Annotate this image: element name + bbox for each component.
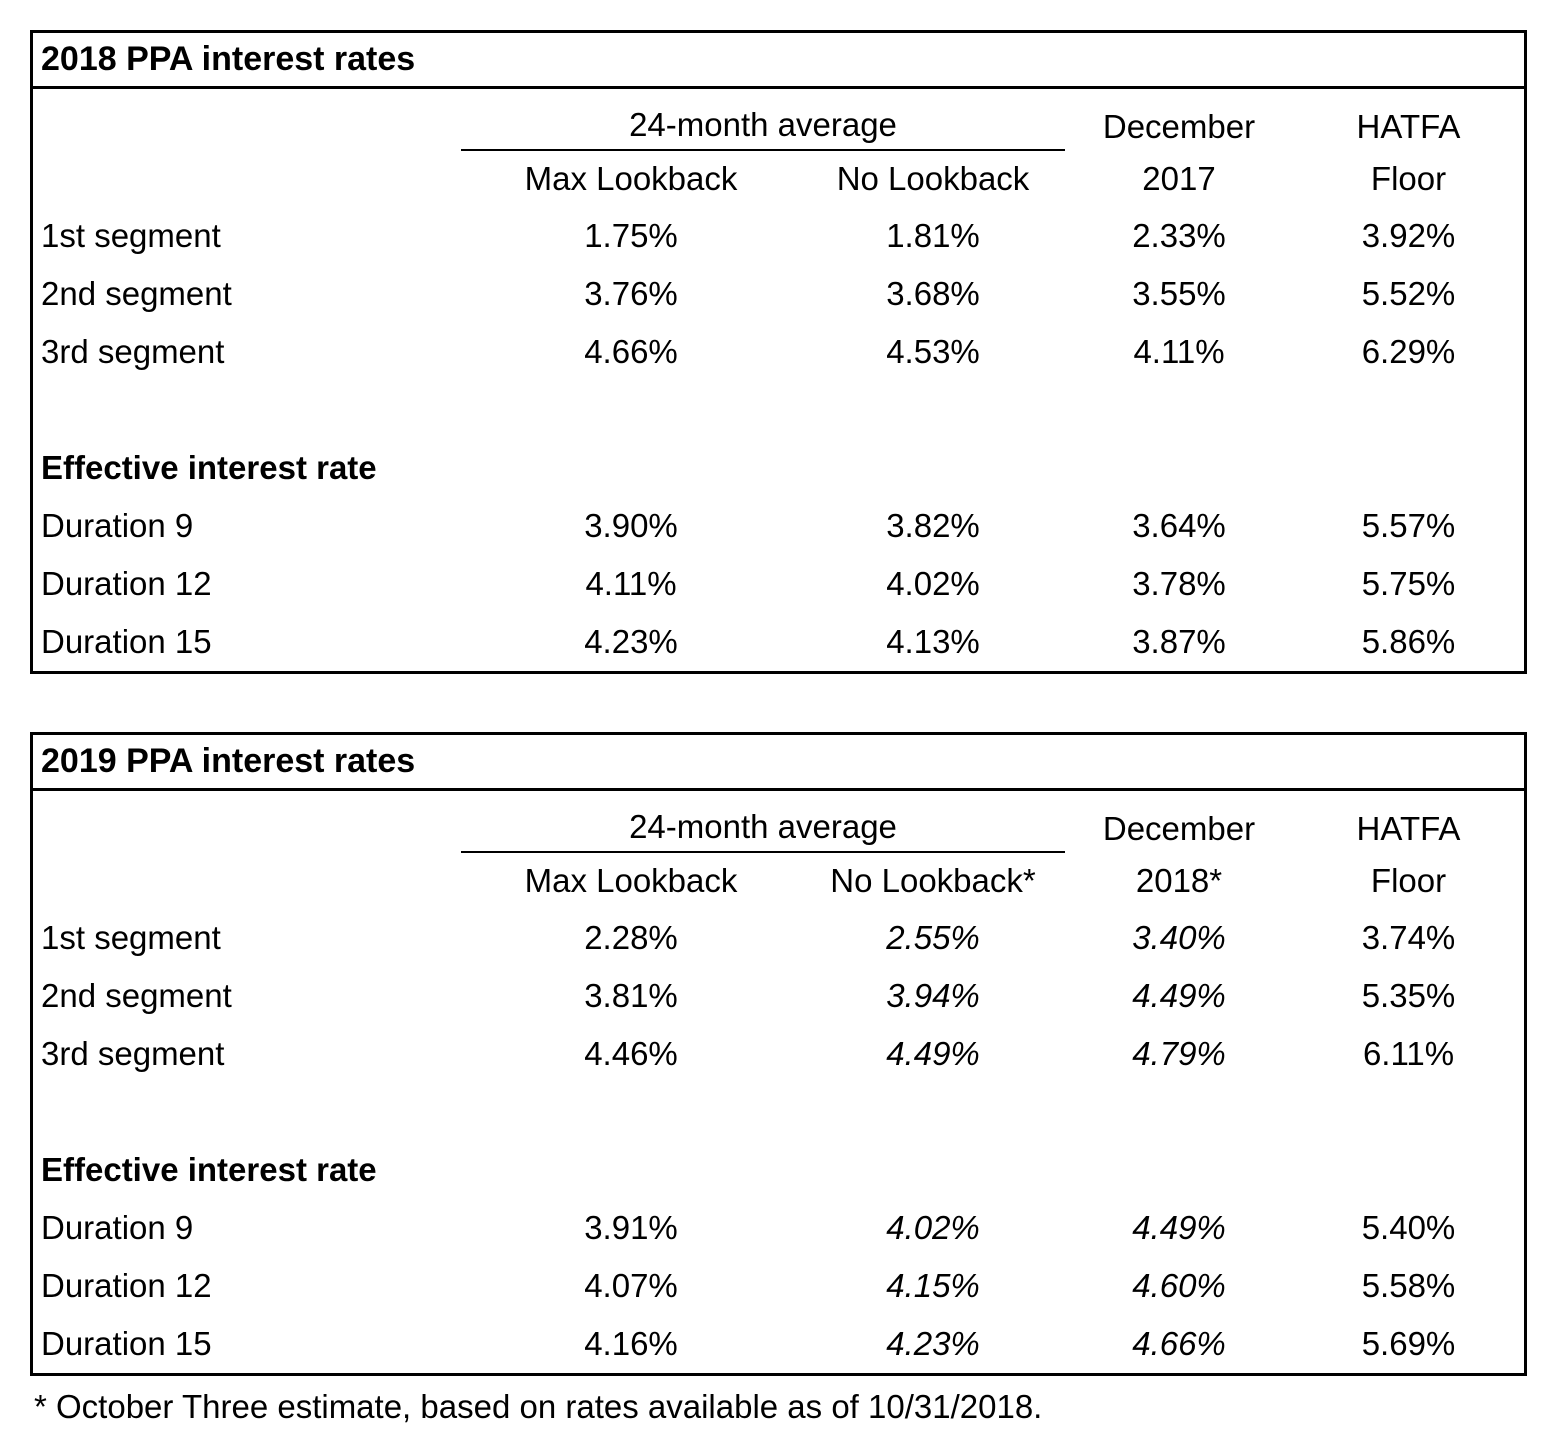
row-label: 3rd segment [41,1035,225,1073]
column-header-floor: Floor [1370,160,1447,198]
spacer-row [33,1083,1524,1141]
value-cell: 3.74% [1361,919,1456,957]
column-header-december: December [1102,108,1256,146]
value-cell: 4.16% [584,1325,678,1363]
group-header-24-month-average: 24-month average [461,791,1065,853]
row-label: Duration 15 [41,1325,212,1363]
empty-corner-cell [33,89,461,151]
table-row [33,555,1524,613]
value-cell [801,439,1065,497]
table-gap [30,674,1530,732]
column-header-max-lookback: Max Lookback [524,862,738,900]
row-label: Duration 9 [41,1209,194,1247]
column-header-hatfa: HATFA [1356,108,1461,146]
value-cell: 3.55% [1132,275,1226,313]
value-cell [461,381,801,439]
value-cell: 4.11% [585,565,677,603]
value-cell: 5.69% [1361,1325,1456,1363]
ppa-table-2019 [30,732,1527,1376]
value-cell: 4.13% [886,623,980,661]
value-cell: 5.58% [1361,1267,1456,1305]
value-cell: 3.76% [584,275,678,313]
group-header-24-month-average: 24-month average [461,89,1065,151]
value-cell: 4.46% [584,1035,678,1073]
value-cell: 5.35% [1361,977,1456,1015]
table-row [33,265,1524,323]
row-label: 1st segment [41,919,221,957]
row-label [33,381,461,439]
column-group-header-row [33,89,1524,151]
row-label: Duration 9 [41,507,194,545]
value-cell: 4.07% [584,1267,678,1305]
value-cell: 4.79% [1132,1035,1226,1073]
value-cell [801,1141,1065,1199]
column-header-year: 2018* [1135,862,1223,900]
value-cell: 4.53% [886,333,980,371]
value-cell [461,1083,801,1141]
row-label: Duration 12 [41,565,212,603]
value-cell: 3.87% [1132,623,1226,661]
empty-corner-cell [33,791,461,853]
value-cell: 6.11% [1362,1035,1455,1073]
value-cell [1065,439,1293,497]
table-row [33,613,1524,671]
value-cell: 4.23% [886,1325,980,1363]
table-title-2019: 2019 PPA interest rates [33,735,1524,791]
value-cell: 3.92% [1361,217,1456,255]
value-cell [1065,1141,1293,1199]
value-cell [1293,381,1524,439]
row-label: Effective interest rate [41,1151,377,1189]
row-label [33,1083,461,1141]
table-row [33,1315,1524,1373]
value-cell: 3.94% [886,977,980,1015]
value-cell: 3.90% [584,507,678,545]
value-cell [1065,381,1293,439]
value-cell: 4.66% [1132,1325,1226,1363]
value-cell: 3.91% [584,1209,678,1247]
row-label: Effective interest rate [41,449,377,487]
value-cell [1065,1083,1293,1141]
row-label: 1st segment [41,217,221,255]
table-body-2019 [33,909,1524,1373]
table-title-2018: 2018 PPA interest rates [33,33,1524,89]
value-cell: 4.02% [886,1209,980,1247]
value-cell: 5.52% [1361,275,1456,313]
empty-corner-cell [33,151,461,207]
value-cell: 3.81% [584,977,678,1015]
value-cell: 4.49% [1132,1209,1226,1247]
value-cell [1293,1083,1524,1141]
column-subheader-row [33,853,1524,909]
column-header-year: 2017 [1142,160,1216,198]
table-row [33,1025,1524,1083]
value-cell: 3.64% [1132,507,1226,545]
value-cell: 4.49% [1132,977,1226,1015]
value-cell [461,1141,801,1199]
value-cell [1293,439,1524,497]
row-label: 2nd segment [41,275,232,313]
value-cell: 4.49% [886,1035,980,1073]
value-cell: 4.60% [1132,1267,1226,1305]
row-label: Duration 12 [41,1267,212,1305]
column-header-no-lookback: No Lookback* [830,862,1036,900]
value-cell: 2.33% [1132,217,1226,255]
row-label: 2nd segment [41,977,232,1015]
column-header-max-lookback: Max Lookback [524,160,738,198]
table-row [33,323,1524,381]
value-cell: 5.75% [1361,565,1456,603]
table-row [33,497,1524,555]
value-cell [461,439,801,497]
column-header-december: December [1102,810,1256,848]
table-row [33,909,1524,967]
footnote: * October Three estimate, based on rates available as of 10/31/2018. [34,1388,1043,1425]
table-row [33,207,1524,265]
row-label: Duration 15 [41,623,212,661]
value-cell: 2.28% [584,919,678,957]
value-cell [1293,1141,1524,1199]
value-cell: 4.11% [1133,333,1225,371]
column-header-floor: Floor [1370,862,1447,900]
column-group-header-row [33,791,1524,853]
value-cell [801,381,1065,439]
value-cell: 4.66% [584,333,678,371]
table-row [33,967,1524,1025]
row-label: 3rd segment [41,333,225,371]
value-cell [801,1083,1065,1141]
value-cell: 1.81% [886,217,980,255]
value-cell: 3.68% [886,275,980,313]
table-row [33,1257,1524,1315]
value-cell: 4.23% [584,623,678,661]
value-cell: 4.02% [886,565,980,603]
column-subheader-row [33,151,1524,207]
table-row [33,1199,1524,1257]
section-header-row [33,439,1524,497]
value-cell: 2.55% [886,919,980,957]
table-body-2018 [33,207,1524,671]
value-cell: 5.40% [1361,1209,1456,1247]
value-cell: 3.78% [1132,565,1226,603]
spacer-row [33,381,1524,439]
ppa-table-2018 [30,30,1527,674]
value-cell: 1.75% [584,217,678,255]
value-cell: 5.86% [1361,623,1456,661]
column-header-hatfa: HATFA [1356,810,1461,848]
value-cell: 5.57% [1361,507,1456,545]
value-cell: 4.15% [886,1267,980,1305]
value-cell: 3.40% [1132,919,1226,957]
value-cell: 3.82% [886,507,980,545]
empty-corner-cell [33,853,461,909]
section-header-row [33,1141,1524,1199]
value-cell: 6.29% [1361,333,1456,371]
column-header-no-lookback: No Lookback [836,160,1030,198]
